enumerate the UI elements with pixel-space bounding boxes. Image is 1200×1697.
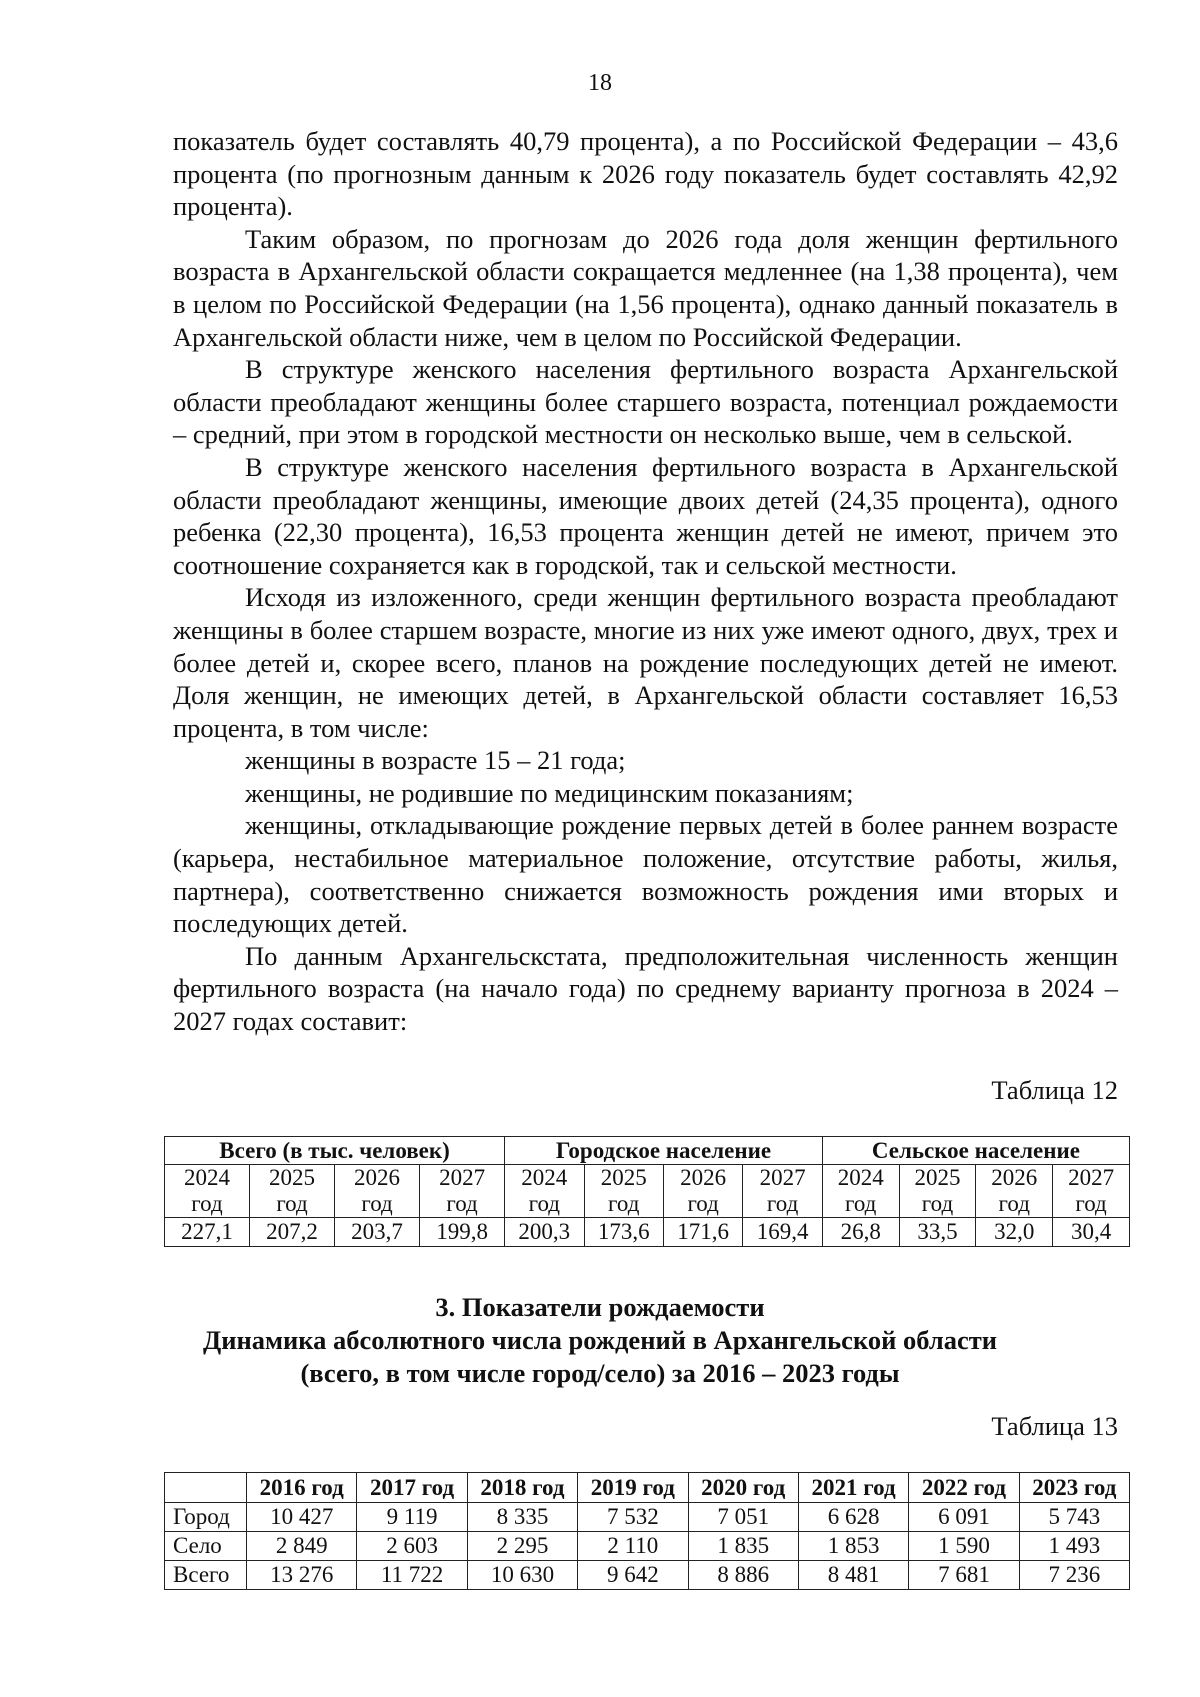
table-13-cell: 10 630 xyxy=(467,1561,577,1590)
table-13-cell: 2 603 xyxy=(357,1532,467,1561)
paragraph-1: показатель будет составлять 40,79 процента), а по Российской Федерации – 43,6 процента (по прогнозным данным к 2026 году показатель будет составлять 42,92 процента). xyxy=(173,126,1118,222)
table-13-cell: 8 481 xyxy=(798,1561,908,1590)
table-13-header-cell: 2019 год xyxy=(578,1473,688,1503)
table-12-value-cell: 200,3 xyxy=(505,1218,584,1247)
table-12-group-urban: Городское население xyxy=(505,1137,823,1165)
section-heading xyxy=(0,1291,1200,1390)
table-13-cell: 6 628 xyxy=(798,1503,908,1532)
paragraph-3: В структуре женского населения фертильного возраста Архангельской области преобладают женщины более старшего возраста, потенциал рождаемости – средний, при этом в городской местности он несколько выше, чем в сельской. xyxy=(173,354,1118,450)
table-13-cell: 6 091 xyxy=(909,1503,1019,1532)
table-13-cell: 13 276 xyxy=(247,1561,357,1590)
table-12-year-row xyxy=(165,1165,1130,1218)
table-row xyxy=(165,1532,1130,1561)
list-item-2: женщины, не родившие по медицинским показаниям; xyxy=(245,777,854,808)
table-13-header-row xyxy=(165,1473,1130,1503)
paragraph-4: В структуре женского населения фертильного возраста в Архангельской области преобладают женщины, имеющие двоих детей (24,35 процента), одного ребенка (22,30 процента), 16,53 процента женщин детей не имеют, причем это соотношение сохраняется как в городской, так и сельской местности. xyxy=(173,451,1118,580)
table-12-caption: Таблица 12 xyxy=(991,1075,1118,1105)
table-13-row-label: Всего xyxy=(165,1561,247,1590)
table-13-cell: 7 236 xyxy=(1019,1561,1129,1590)
page-number: 18 xyxy=(588,70,612,96)
table-12-year-cell: 2027 год xyxy=(1053,1165,1130,1218)
table-13-cell: 2 110 xyxy=(578,1532,688,1561)
table-13-header-cell: 2020 год xyxy=(688,1473,798,1503)
table-13-cell: 8 335 xyxy=(467,1503,577,1532)
paragraph-6: По данным Архангельскстата, предположительная численность женщин фертильного возраста (на начало года) по среднему варианту прогноза в 2024 – 2027 годах составит: xyxy=(173,940,1118,1037)
table-13-header-cell: 2023 год xyxy=(1019,1473,1129,1503)
table-12-group-total: Всего (в тыс. человек) xyxy=(165,1137,505,1165)
table-12-year-cell: 2026 год xyxy=(335,1165,420,1218)
table-12-year-cell: 2025 год xyxy=(250,1165,335,1218)
section-subtitle-line2: (всего, в том числе город/село) за 2016 – 2023 годы xyxy=(300,1358,900,1388)
table-13-cell: 8 886 xyxy=(688,1561,798,1590)
table-12-group-rural: Сельское население xyxy=(822,1137,1129,1165)
table-12-year-cell: 2027 год xyxy=(420,1165,505,1218)
table-12-group-row xyxy=(165,1137,1130,1165)
table-13-cell: 1 590 xyxy=(909,1532,1019,1561)
table-13-row-label: Город xyxy=(165,1503,247,1532)
table-13-header-cell: 2018 год xyxy=(467,1473,577,1503)
table-12-value-cell: 199,8 xyxy=(420,1218,505,1247)
table-13-header-cell: 2021 год xyxy=(798,1473,908,1503)
table-12-year-cell: 2024 год xyxy=(505,1165,584,1218)
table-13-cell: 2 849 xyxy=(247,1532,357,1561)
table-13-cell: 1 853 xyxy=(798,1532,908,1561)
table-13-cell: 9 119 xyxy=(357,1503,467,1532)
section-title: 3. Показатели рождаемости xyxy=(435,1292,765,1322)
table-12-value-cell: 171,6 xyxy=(663,1218,742,1247)
table-12-value-cell: 30,4 xyxy=(1053,1218,1130,1247)
table-13-cell: 1 493 xyxy=(1019,1532,1129,1561)
table-12-value-cell: 173,6 xyxy=(584,1218,663,1247)
table-12-year-cell: 2026 год xyxy=(663,1165,742,1218)
table-12-value-cell: 33,5 xyxy=(899,1218,976,1247)
table-13 xyxy=(164,1472,1130,1590)
table-13-header-cell: 2022 год xyxy=(909,1473,1019,1503)
table-12-year-cell: 2026 год xyxy=(976,1165,1053,1218)
paragraph-5: Исходя из изложенного, среди женщин фертильного возраста преобладают женщины в более старшем возрасте, многие из них уже имеют одного, двух, трех и более детей и, скорее всего, планов на рождение последующих детей не имеют. Доля женщин, не имеющих детей, в Архангельской области составляет 16,53 процента, в том числе: xyxy=(173,582,1118,743)
list-item-3: женщины, откладывающие рождение первых детей в более раннем возрасте (карьера, нестабильное материальное положение, отсутствие работы, жилья, партнера), соответственно снижается возможность рождения ими вторых и последующих детей. xyxy=(173,810,1118,939)
table-13-cell: 9 642 xyxy=(578,1561,688,1590)
table-13-cell: 1 835 xyxy=(688,1532,798,1561)
table-13-cell: 7 532 xyxy=(578,1503,688,1532)
table-13-row-label: Село xyxy=(165,1532,247,1561)
table-13-caption: Таблица 13 xyxy=(991,1411,1118,1441)
table-13-header-cell: 2017 год xyxy=(357,1473,467,1503)
table-13-cell: 7 681 xyxy=(909,1561,1019,1590)
table-13-cell: 5 743 xyxy=(1019,1503,1129,1532)
table-12-year-cell: 2025 год xyxy=(584,1165,663,1218)
table-12-value-cell: 169,4 xyxy=(743,1218,822,1247)
table-12-year-cell: 2025 год xyxy=(899,1165,976,1218)
table-12-year-cell: 2027 год xyxy=(743,1165,822,1218)
table-12-value-cell: 26,8 xyxy=(822,1218,899,1247)
table-13-header-cell: 2016 год xyxy=(247,1473,357,1503)
table-12-value-row xyxy=(165,1218,1130,1247)
section-subtitle-line1: Динамика абсолютного числа рождений в Архангельской области xyxy=(202,1325,998,1355)
body-text xyxy=(173,125,1118,1038)
table-12-value-cell: 207,2 xyxy=(250,1218,335,1247)
table-row xyxy=(165,1561,1130,1590)
table-row xyxy=(165,1503,1130,1532)
table-13-cell: 2 295 xyxy=(467,1532,577,1561)
table-13-cell: 10 427 xyxy=(247,1503,357,1532)
table-13-cell: 11 722 xyxy=(357,1561,467,1590)
list-item-1: женщины в возрасте 15 – 21 года; xyxy=(245,745,626,776)
table-12-value-cell: 32,0 xyxy=(976,1218,1053,1247)
table-12-year-cell: 2024 год xyxy=(822,1165,899,1218)
paragraph-2: Таким образом, по прогнозам до 2026 года доля женщин фертильного возраста в Архангельской области сокращается медленнее (на 1,38 процента), чем в целом по Российской Федерации (на 1,56 процента), однако данный показатель в Архангельской области ниже, чем в целом по Российской Федерации. xyxy=(173,223,1118,352)
table-12-year-cell: 2024 год xyxy=(165,1165,250,1218)
table-12-value-cell: 227,1 xyxy=(165,1218,250,1247)
table-13-cell: 7 051 xyxy=(688,1503,798,1532)
table-13-corner-cell xyxy=(165,1473,247,1503)
table-12 xyxy=(164,1136,1130,1247)
table-12-value-cell: 203,7 xyxy=(335,1218,420,1247)
